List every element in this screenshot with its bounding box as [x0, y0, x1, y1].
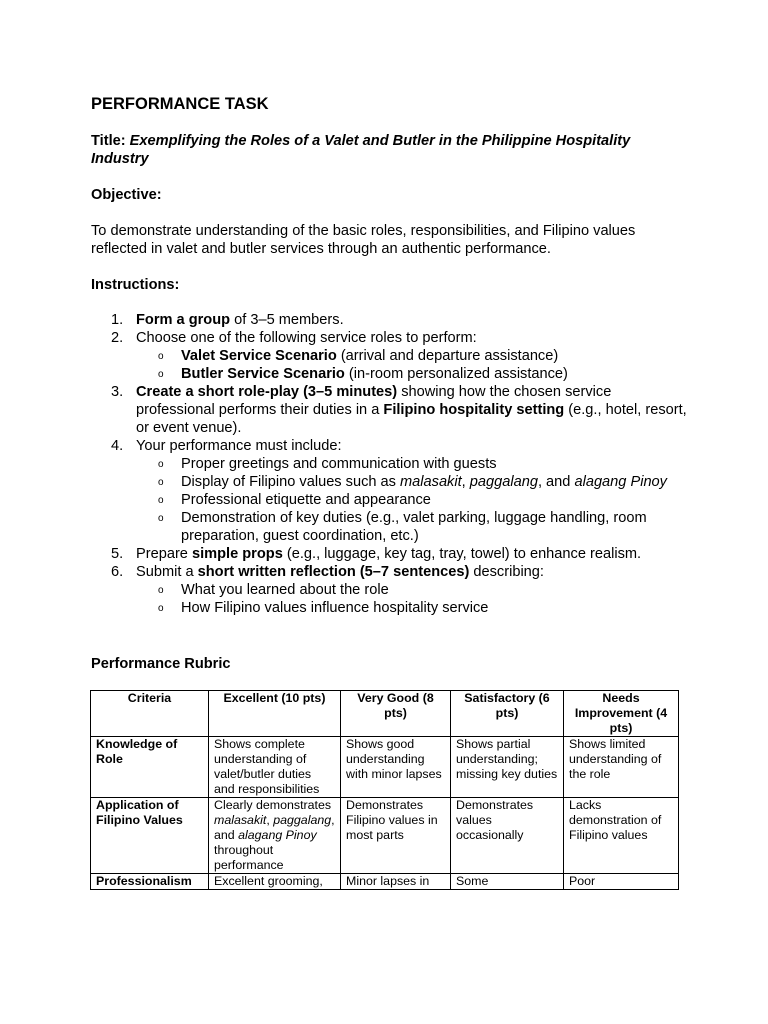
bullet-icon: o [158, 351, 164, 362]
table-cell: Demonstrates values occasionally [451, 798, 564, 874]
instruction-item-5: 5. Prepare simple props (e.g., luggage, key tag, tray, towel) to enhance realism. [111, 546, 642, 562]
title-label: Title: [91, 133, 126, 149]
table-row [91, 737, 679, 798]
list-item: o How Filipino values influence hospitality service [158, 600, 489, 616]
instructions-label: Instructions: [91, 277, 180, 293]
bullet-icon: o [158, 459, 164, 470]
table-cell: Excellent grooming, [209, 874, 341, 890]
list-item: o What you learned about the role [158, 582, 389, 598]
bullet-icon: o [158, 477, 164, 488]
rubric-label: Performance Rubric [91, 656, 231, 672]
table-cell: Shows good understanding with minor lapses [341, 737, 451, 798]
header-criteria: Criteria [91, 691, 209, 737]
bullet-icon: o [158, 585, 164, 596]
role-options-list [136, 347, 691, 383]
instruction-item-4: 4. Your performance must include: o Proper greetings and communication with guests o Display of Filipino values such as malasakit, paggalang, and alagang Pinoy o Professional etiquette and appearance o Demonstration of key duties (e.g., valet parking, luggage handling, room preparation, guest coordination, etc.) [91, 437, 691, 545]
list-item: o Display of Filipino values such as malasakit, paggalang, and alagang Pinoy [158, 474, 667, 490]
table-row [91, 798, 679, 874]
page-heading: PERFORMANCE TASK [91, 95, 269, 113]
list-item: o Butler Service Scenario (in-room personalized assistance) [158, 366, 568, 382]
performance-requirements-list [136, 455, 691, 545]
bullet-icon: o [158, 495, 164, 506]
list-item: o Professional etiquette and appearance [158, 492, 431, 508]
table-cell: Some [451, 874, 564, 890]
bullet-icon: o [158, 369, 164, 380]
header-very-good: Very Good (8 pts) [341, 691, 451, 737]
instruction-item-3: 3. Create a short role-play (3–5 minutes) showing how the chosen service professional performs their duties in a Filipino hospitality setting (e.g., hotel, resort, or event venue). [111, 384, 687, 436]
table-cell: Poor [564, 874, 679, 890]
instruction-item-6: 6. Submit a short written reflection (5–7 sentences) describing: o What you learned about the role o How Filipino values influence hospitality service [91, 563, 691, 617]
instruction-item-1: 1. Form a group of 3–5 members. [111, 312, 344, 328]
header-excellent: Excellent (10 pts) [209, 691, 341, 737]
instruction-item-2: 2. Choose one of the following service roles to perform: o Valet Service Scenario (arrival and departure assistance) o Butler Service Scenario (in-room personalized assistance) [91, 329, 691, 383]
table-cell: Clearly demonstrates malasakit, paggalang, and alagang Pinoy throughout performance [209, 798, 341, 874]
table-cell: Shows complete understanding of valet/butler duties and responsibilities [209, 737, 341, 798]
bullet-icon: o [158, 603, 164, 614]
table-header-row [91, 691, 679, 737]
performance-rubric-table [90, 690, 679, 890]
table-cell: Minor lapses in [341, 874, 451, 890]
reflection-topics-list [136, 581, 691, 617]
task-title [91, 132, 691, 168]
list-item: o Demonstration of key duties (e.g., valet parking, luggage handling, room preparation, guest coordination, etc.) [158, 510, 647, 544]
list-item: o Valet Service Scenario (arrival and departure assistance) [158, 348, 559, 364]
table-cell: Knowledge of Role [91, 737, 209, 798]
table-row [91, 874, 679, 890]
table-cell: Demonstrates Filipino values in most parts [341, 798, 451, 874]
table-cell: Professionalism [91, 874, 209, 890]
list-item: o Proper greetings and communication with guests [158, 456, 497, 472]
header-satisfactory: Satisfactory (6 pts) [451, 691, 564, 737]
objective-text: To demonstrate understanding of the basic roles, responsibilities, and Filipino values reflected in valet and butler services through an authentic performance. [91, 223, 636, 257]
objective-label: Objective: [91, 187, 162, 203]
table-cell: Application of Filipino Values [91, 798, 209, 874]
table-cell: Lacks demonstration of Filipino values [564, 798, 679, 874]
bullet-icon: o [158, 513, 164, 524]
header-needs-improvement: Needs Improvement (4 pts) [564, 691, 679, 737]
table-cell: Shows limited understanding of the role [564, 737, 679, 798]
instructions-list [91, 311, 691, 617]
title-text: Exemplifying the Roles of a Valet and Butler in the Philippine Hospitality Industry [91, 133, 631, 167]
table-cell: Shows partial understanding; missing key duties [451, 737, 564, 798]
